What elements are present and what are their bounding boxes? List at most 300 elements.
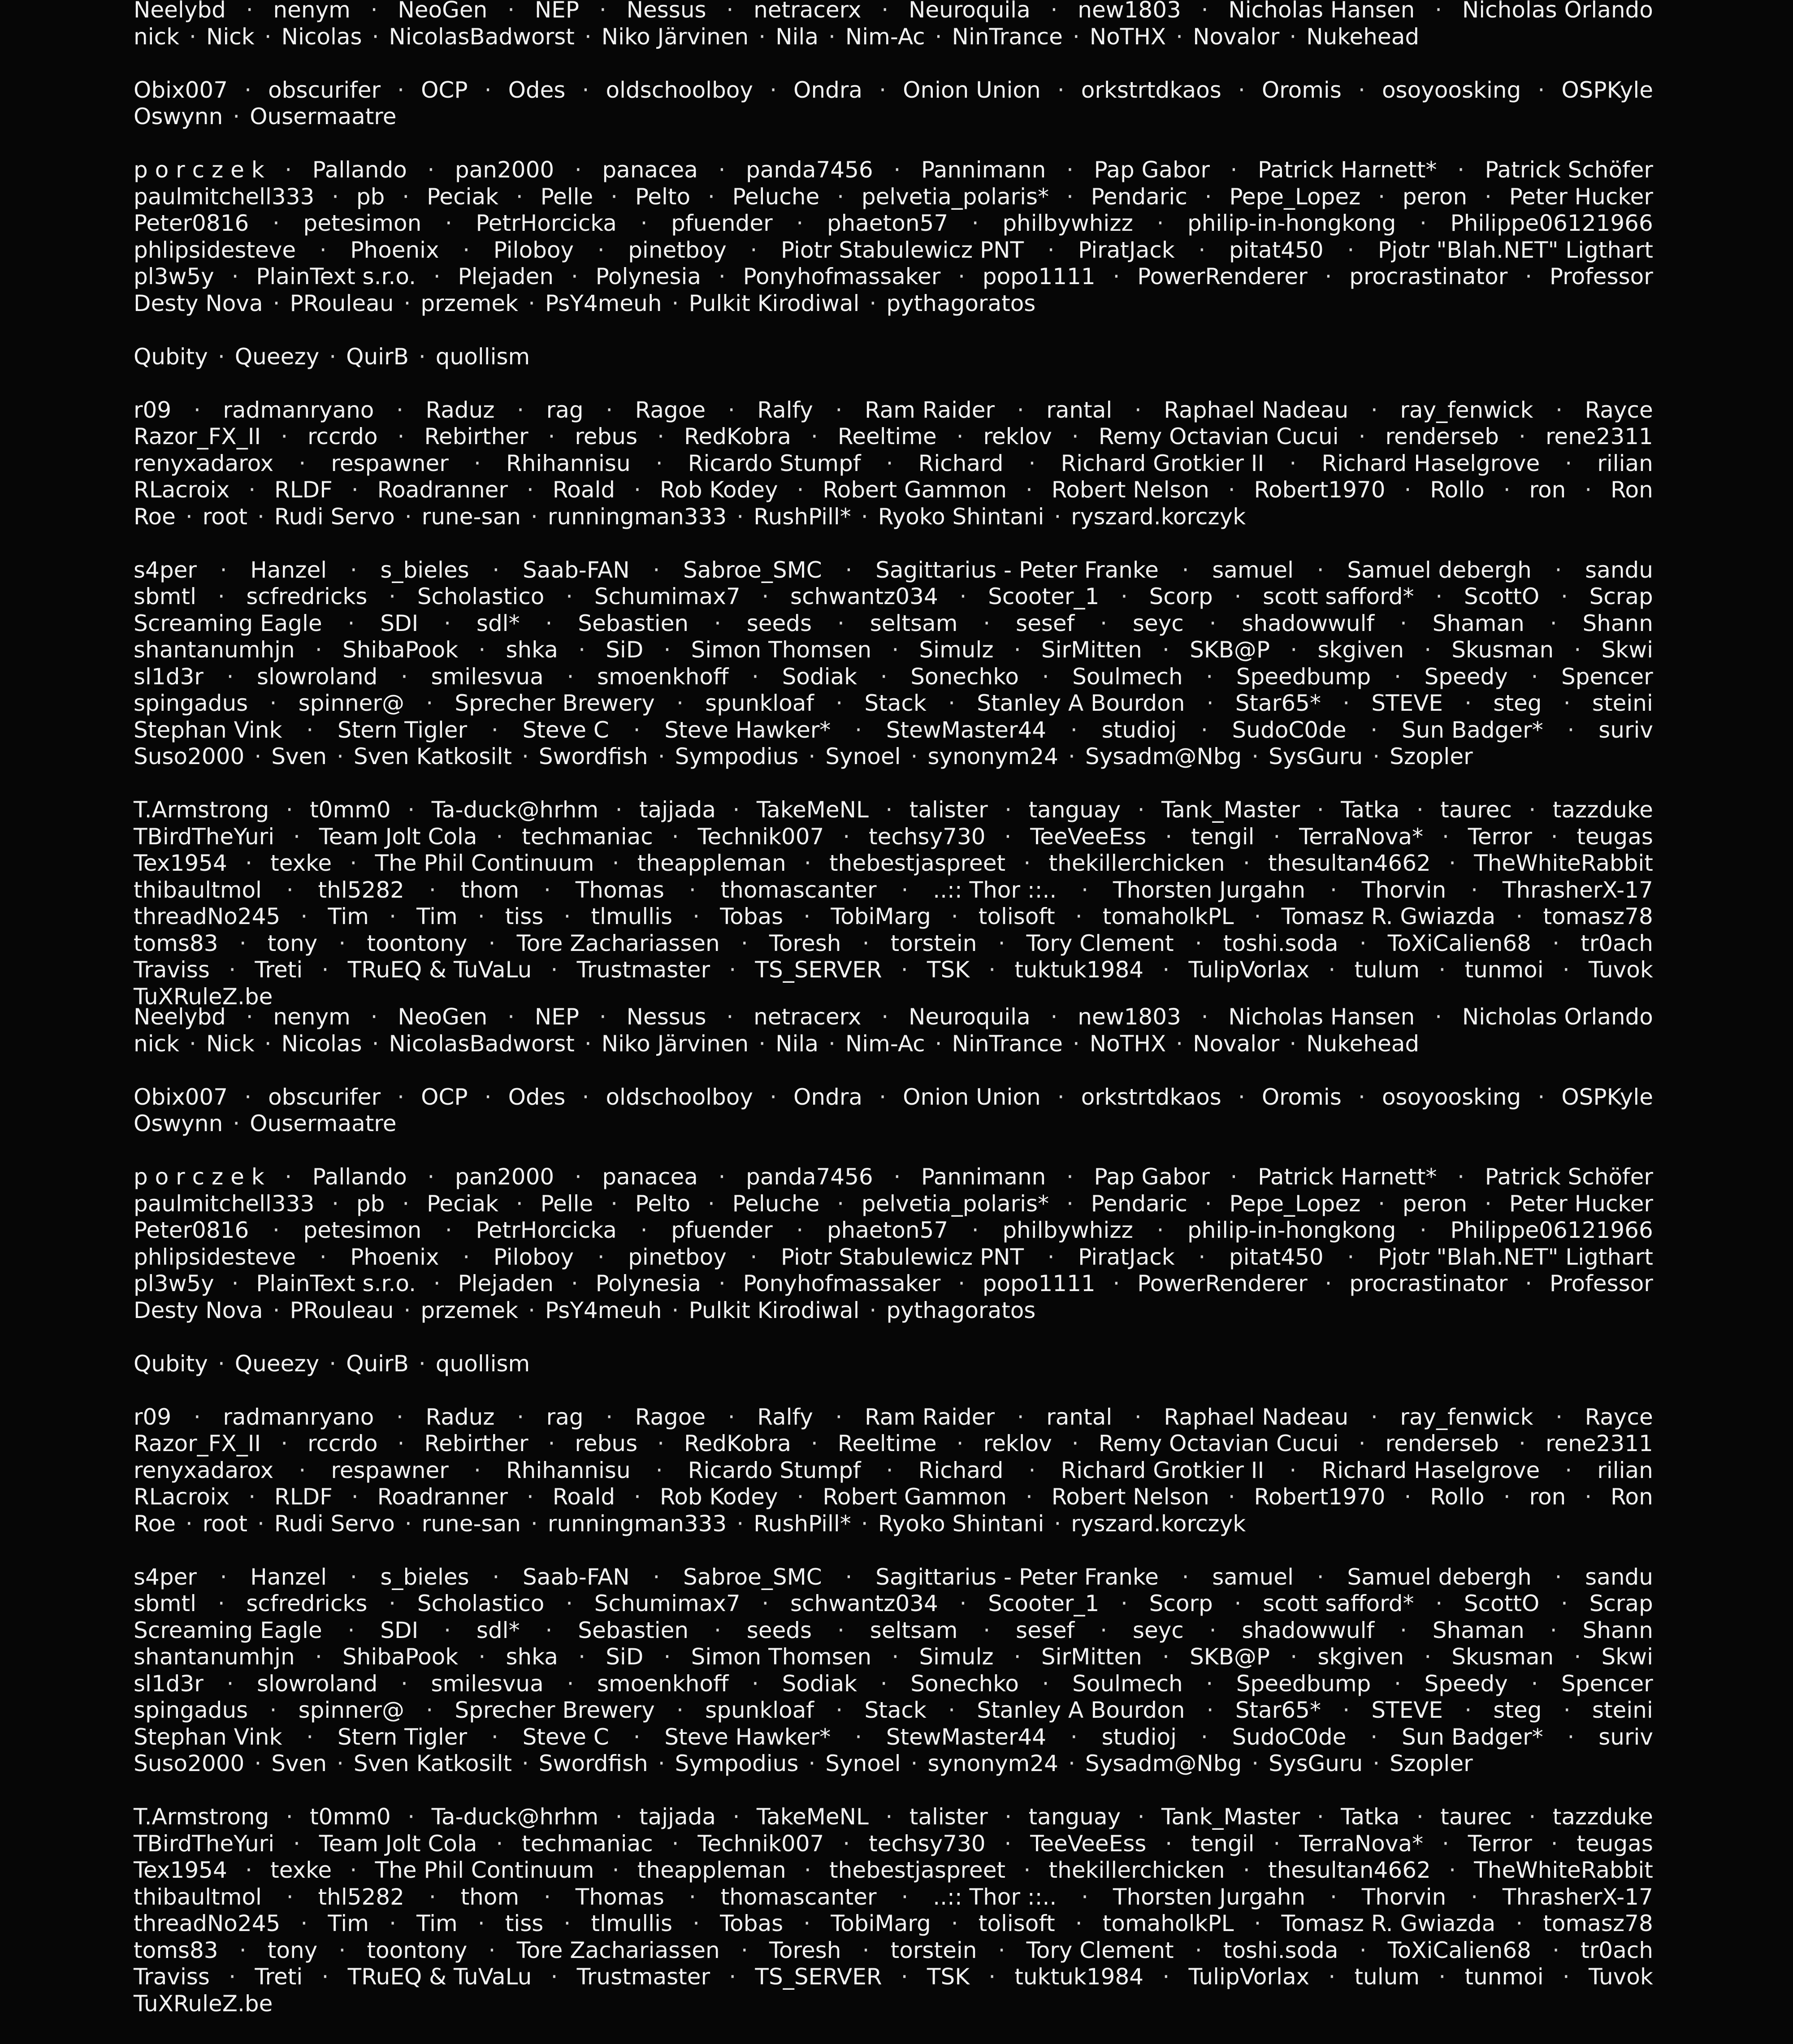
contributor-name: toms83 (134, 1937, 218, 1963)
separator-dot: · (951, 1910, 958, 1936)
contributor-name: Ram Raider (864, 1404, 995, 1430)
contributor-name: sandu (1585, 557, 1653, 583)
separator-dot: · (663, 1644, 671, 1670)
contributor-name: Ryoko Shintani (878, 1510, 1044, 1537)
contributor-name: TBirdTheYuri (134, 823, 275, 850)
contributor-name: TobiMarg (831, 903, 931, 929)
contributor-name: popo1111 (982, 264, 1096, 290)
separator-dot: · (879, 77, 887, 103)
separator-dot: · (835, 397, 843, 423)
contributor-name: pb (356, 1190, 385, 1217)
separator-dot: · (319, 237, 327, 263)
separator-dot: · (1054, 503, 1061, 530)
credits-line (134, 637, 1653, 664)
separator-dot: · (389, 1590, 396, 1616)
separator-dot: · (837, 610, 845, 636)
contributor-name: Richard Haselgrove (1321, 1457, 1540, 1483)
separator-dot: · (732, 797, 740, 823)
contributor-name: Richard Haselgrove (1321, 450, 1540, 476)
contributor-name: obscurifer (268, 77, 381, 103)
separator-dot: · (1081, 877, 1089, 903)
separator-dot: · (484, 77, 492, 103)
credits-line (134, 903, 1653, 930)
separator-dot: · (959, 1590, 967, 1616)
separator-dot: · (1567, 717, 1575, 743)
separator-dot: · (1471, 877, 1478, 903)
contributor-name: ToXiCalien68 (1387, 1937, 1531, 1963)
separator-dot: · (1068, 743, 1075, 769)
separator-dot: · (983, 1617, 991, 1643)
separator-dot: · (1555, 1564, 1562, 1590)
contributor-name: Skusman (1451, 1644, 1554, 1670)
contributor-name: przemek (420, 1297, 519, 1323)
contributor-name: Nicholas Hansen (1228, 0, 1415, 23)
contributor-name: Terror (1468, 823, 1532, 850)
separator-dot: · (273, 1297, 280, 1323)
separator-dot: · (671, 823, 679, 850)
contributor-name: Sven Katkosilt (353, 1750, 512, 1776)
contributor-name: ShibaPook (342, 637, 459, 663)
separator-dot: · (229, 957, 236, 983)
contributor-name: tuktuk1984 (1014, 957, 1144, 983)
credits-line (134, 237, 1653, 264)
contributor-name: Pelto (635, 183, 691, 210)
contributor-name: spingadus (134, 1697, 248, 1723)
contributor-name: Sympodius (675, 1750, 799, 1776)
separator-dot: · (1057, 77, 1065, 103)
credits-group (134, 1164, 1653, 1324)
contributor-name: toontony (367, 1937, 468, 1963)
separator-dot: · (1198, 237, 1206, 263)
separator-dot: · (1252, 743, 1259, 769)
separator-dot: · (693, 903, 700, 929)
separator-dot: · (612, 1857, 619, 1883)
separator-dot: · (492, 557, 500, 583)
contributor-name: ron (1529, 1484, 1566, 1510)
contributor-name: Skwi (1601, 1644, 1653, 1670)
separator-dot: · (1550, 1830, 1558, 1857)
contributor-name: teugas (1576, 823, 1653, 850)
credits-line (134, 1884, 1653, 1911)
contributor-name: synonym24 (927, 1750, 1058, 1776)
contributor-name: thibaultmol (134, 877, 262, 903)
credits-group (134, 797, 1653, 1010)
separator-dot: · (548, 423, 555, 449)
separator-dot: · (797, 1484, 804, 1510)
contributor-name: Polynesia (595, 1270, 702, 1296)
contributor-name: przemek (420, 290, 519, 316)
separator-dot: · (1017, 397, 1024, 423)
separator-dot: · (233, 104, 240, 130)
separator-dot: · (521, 743, 529, 769)
contributor-name: RedKobra (684, 1430, 791, 1456)
separator-dot: · (804, 1857, 811, 1883)
contributor-name: NinTrance (952, 1030, 1063, 1057)
contributor-name: Sabroe_SMC (683, 1564, 822, 1590)
separator-dot: · (427, 1164, 435, 1190)
contributor-name: tulum (1354, 1964, 1420, 1990)
separator-dot: · (566, 583, 573, 609)
separator-dot: · (492, 1564, 500, 1590)
contributor-name: TakeMeNL (756, 797, 869, 823)
separator-dot: · (321, 1964, 329, 1990)
contributor-name: toms83 (134, 930, 218, 956)
separator-dot: · (910, 743, 918, 769)
contributor-name: Pulkit Kirodiwal (689, 290, 860, 316)
contributor-name: Qubity (134, 1350, 208, 1377)
contributor-name: TulipVorlax (1188, 957, 1310, 983)
contributor-name: schwantz034 (790, 1590, 938, 1616)
contributor-name: procrastinator (1349, 264, 1508, 290)
contributor-name: spinner@ (298, 1697, 404, 1723)
contributor-name: Obix007 (134, 77, 228, 103)
contributor-name: Stern Tigler (337, 1724, 468, 1750)
separator-dot: · (389, 583, 396, 609)
separator-dot: · (1399, 610, 1407, 636)
contributor-name: netracerx (754, 0, 862, 23)
separator-dot: · (272, 210, 280, 236)
contributor-name: RushPill* (754, 503, 851, 530)
separator-dot: · (808, 743, 816, 769)
contributor-name: pb (356, 183, 385, 210)
contributor-name: Nim-Ac (845, 1030, 925, 1057)
contributor-name: TS_SERVER (755, 957, 882, 983)
separator-dot: · (1404, 1484, 1412, 1510)
contributor-name: spunkloaf (705, 690, 814, 716)
separator-dot: · (517, 1404, 524, 1430)
contributor-name: NicolasBadworst (389, 23, 575, 50)
separator-dot: · (1438, 1964, 1446, 1990)
separator-dot: · (404, 503, 412, 530)
credits-line (134, 1804, 1653, 1831)
contributor-name: thomascanter (720, 877, 877, 903)
separator-dot: · (370, 1004, 378, 1030)
separator-dot: · (397, 1430, 405, 1456)
separator-dot: · (429, 877, 436, 903)
separator-dot: · (189, 23, 196, 50)
separator-dot: · (433, 1270, 441, 1296)
separator-dot: · (655, 1457, 663, 1483)
separator-dot: · (1550, 823, 1558, 850)
separator-dot: · (396, 397, 403, 423)
contributor-name: Pjotr "Blah.NET" Ligthart (1377, 1244, 1653, 1270)
separator-dot: · (633, 717, 641, 743)
separator-dot: · (956, 423, 964, 449)
separator-dot: · (1471, 1884, 1478, 1910)
separator-dot: · (1070, 1724, 1078, 1750)
credits-line (134, 1644, 1653, 1671)
contributor-name: phlipsidesteve (134, 1244, 296, 1270)
separator-dot: · (741, 1937, 748, 1963)
separator-dot: · (571, 1270, 578, 1296)
contributor-name: PetrHorcicka (476, 1217, 617, 1243)
contributor-name: Raduz (425, 1404, 495, 1430)
contributor-name: tolisoft (978, 903, 1055, 929)
separator-dot: · (655, 450, 663, 476)
contributor-name: Razor_FX_II (134, 423, 261, 449)
contributor-name: TBirdTheYuri (134, 1830, 275, 1857)
contributor-name: Roald (552, 477, 615, 503)
contributor-name: Ron (1611, 1484, 1653, 1510)
separator-dot: · (1325, 1270, 1332, 1296)
separator-dot: · (1162, 957, 1170, 983)
separator-dot: · (477, 1910, 485, 1936)
separator-dot: · (951, 903, 958, 929)
contributor-name: Sun Badger* (1401, 717, 1543, 743)
contributor-name: Technik007 (697, 823, 824, 850)
contributor-name: tlmullis (591, 903, 673, 929)
contributor-name: pinetboy (628, 237, 727, 263)
contributor-name: Robert Nelson (1051, 477, 1209, 503)
separator-dot: · (491, 1724, 498, 1750)
separator-dot: · (220, 1564, 227, 1590)
contributor-name: Oswynn (134, 104, 223, 130)
contributor-name: taurec (1440, 797, 1512, 823)
credits-group (134, 1084, 1653, 1137)
separator-dot: · (837, 183, 845, 210)
separator-dot: · (1529, 1804, 1536, 1830)
contributor-name: Rhihannisu (506, 450, 631, 476)
separator-dot: · (426, 1697, 433, 1723)
contributor-name: Treti (255, 1964, 303, 1990)
credits-line (134, 690, 1653, 717)
contributor-name: Nessus (626, 0, 706, 23)
contributor-name: Saab-FAN (523, 1564, 630, 1590)
contributor-name: Pelle (540, 1190, 593, 1217)
contributor-name: Robert Gammon (823, 1484, 1007, 1510)
contributor-name: Speedy (1424, 1670, 1508, 1697)
separator-dot: · (1562, 1964, 1570, 1990)
credits-line (134, 610, 1653, 637)
contributor-name: philbywhizz (1002, 1217, 1133, 1243)
separator-dot: · (892, 1644, 899, 1670)
contributor-name: runningman333 (547, 1510, 727, 1537)
contributor-name: Nila (775, 23, 819, 50)
credits-line (134, 1297, 1653, 1324)
separator-dot: · (718, 157, 726, 183)
separator-dot: · (488, 1937, 496, 1963)
contributor-name: TS_SERVER (755, 1964, 882, 1990)
contributor-name: Robert1970 (1254, 1484, 1386, 1510)
separator-dot: · (445, 1217, 452, 1243)
separator-dot: · (337, 1750, 344, 1776)
contributor-name: rebus (575, 423, 638, 449)
contributor-name: oldschoolboy (606, 1084, 753, 1110)
credits-line (134, 1244, 1653, 1271)
separator-dot: · (1047, 1244, 1055, 1270)
contributor-name: Team Jolt Cola (319, 823, 477, 850)
contributor-name: sesef (1016, 1617, 1075, 1643)
separator-dot: · (1204, 183, 1212, 210)
contributor-name: Sprecher Brewery (455, 1697, 655, 1723)
separator-dot: · (729, 957, 736, 983)
separator-dot: · (1068, 1750, 1075, 1776)
separator-dot: · (401, 663, 408, 690)
contributor-name: taurec (1440, 1804, 1512, 1830)
separator-dot: · (1156, 210, 1164, 236)
contributor-name: pan2000 (455, 157, 554, 183)
separator-dot: · (350, 1564, 357, 1590)
credits-line (134, 1164, 1653, 1191)
separator-dot: · (582, 1084, 589, 1110)
credits-line (134, 1191, 1653, 1218)
contributor-name: SysGuru (1269, 1750, 1363, 1776)
contributor-name: OCP (421, 1084, 468, 1110)
contributor-name: Piloboy (493, 1244, 574, 1270)
contributor-name: Sabroe_SMC (683, 557, 822, 583)
separator-dot: · (1457, 1164, 1465, 1190)
credits-line (134, 1564, 1653, 1591)
contributor-name: rccrdo (307, 423, 378, 449)
contributor-name: tulum (1354, 957, 1420, 983)
contributor-name: Onion Union (903, 77, 1041, 103)
separator-dot: · (563, 1910, 571, 1936)
separator-dot: · (1230, 157, 1238, 183)
contributor-name: TSK (927, 1964, 970, 1990)
credits-line (134, 1617, 1653, 1644)
contributor-name: Ondra (793, 77, 863, 103)
separator-dot: · (332, 183, 339, 210)
contributor-name: quollism (435, 1350, 530, 1377)
contributor-name: TakeMeNL (756, 1804, 869, 1830)
separator-dot: · (239, 930, 247, 956)
separator-dot: · (1449, 1857, 1456, 1883)
contributor-name: Pannimann (921, 157, 1046, 183)
contributor-name: scott safford* (1263, 1590, 1414, 1616)
contributor-name: renderseb (1385, 423, 1499, 449)
separator-dot: · (828, 23, 836, 50)
contributor-name: Simon Thomsen (691, 1644, 872, 1670)
credits-line (134, 450, 1653, 477)
contributor-name: TerraNova* (1299, 823, 1424, 850)
contributor-name: Sven (271, 1750, 327, 1776)
separator-dot: · (1560, 583, 1568, 609)
credits-group (134, 157, 1653, 317)
credits-line (134, 1004, 1653, 1031)
separator-dot: · (293, 1830, 300, 1857)
contributor-name: Shann (1582, 1617, 1653, 1643)
separator-dot: · (545, 1617, 553, 1643)
credits-line (134, 0, 1653, 24)
contributor-name: rebus (575, 1430, 638, 1456)
contributor-name: peron (1402, 183, 1468, 210)
separator-dot: · (1317, 557, 1324, 583)
contributor-name: T.Armstrong (134, 1804, 269, 1830)
contributor-name: rantal (1046, 1404, 1113, 1430)
separator-dot: · (1176, 23, 1183, 50)
separator-dot: · (893, 157, 901, 183)
separator-dot: · (515, 183, 523, 210)
contributor-name: Ragoe (635, 1404, 706, 1430)
contributor-name: Pjotr "Blah.NET" Ligthart (1377, 237, 1653, 263)
contributor-name: Sven (271, 743, 327, 769)
contributor-name: tony (267, 930, 318, 956)
credits-line (134, 1964, 1653, 1991)
separator-dot: · (998, 930, 1005, 956)
separator-dot: · (653, 1564, 660, 1590)
separator-dot: · (563, 903, 571, 929)
separator-dot: · (886, 450, 893, 476)
contributor-name: ryszard.korczyk (1071, 1510, 1246, 1537)
contributor-name: radmanryano (223, 397, 374, 423)
separator-dot: · (998, 1937, 1005, 1963)
separator-dot: · (843, 823, 850, 850)
contributor-name: Niko Järvinen (601, 23, 749, 50)
separator-dot: · (407, 797, 415, 823)
contributor-name: renderseb (1385, 1430, 1499, 1456)
separator-dot: · (1574, 637, 1581, 663)
contributor-name: Tobas (720, 903, 784, 929)
separator-dot: · (1290, 1644, 1298, 1670)
contributor-name: Samuel debergh (1347, 1564, 1532, 1590)
separator-dot: · (1017, 1404, 1024, 1430)
separator-dot: · (315, 637, 322, 663)
contributor-name: theappleman (637, 850, 786, 876)
contributor-name: Sprecher Brewery (455, 690, 655, 716)
contributor-name: paulmitchell333 (134, 183, 315, 210)
separator-dot: · (1252, 1750, 1259, 1776)
contributor-name: scott safford* (1263, 583, 1414, 609)
contributor-name: Remy Octavian Cucui (1098, 1430, 1339, 1456)
separator-dot: · (286, 1804, 293, 1830)
separator-dot: · (750, 237, 758, 263)
credits-line (134, 104, 1653, 130)
contributor-name: Pendaric (1091, 183, 1187, 210)
separator-dot: · (597, 1244, 605, 1270)
separator-dot: · (545, 610, 553, 636)
contributor-name: Screaming Eagle (134, 1617, 322, 1643)
contributor-name: Pap Gabor (1094, 157, 1210, 183)
contributor-name: Tim (328, 1910, 369, 1936)
contributor-name: StewMaster44 (886, 717, 1047, 743)
contributor-name: osoyoosking (1382, 77, 1521, 103)
contributor-name: Shaman (1432, 610, 1524, 636)
credits-list (134, 0, 1653, 1037)
separator-dot: · (935, 1030, 942, 1057)
contributor-name: Richard (918, 1457, 1004, 1483)
separator-dot: · (1209, 610, 1217, 636)
credits-line (134, 850, 1653, 877)
contributor-name: schwantz034 (790, 583, 938, 609)
contributor-name: Trustmaster (576, 957, 710, 983)
contributor-name: NoTHX (1089, 23, 1166, 50)
contributor-name: rilian (1597, 1457, 1653, 1483)
separator-dot: · (1562, 957, 1570, 983)
contributor-name: shka (506, 1644, 558, 1670)
credits-group (134, 0, 1653, 50)
separator-dot: · (728, 1404, 735, 1430)
contributor-name: seyc (1132, 610, 1184, 636)
credits-line (134, 1457, 1653, 1484)
separator-dot: · (741, 930, 748, 956)
contributor-name: tomaholkPL (1102, 903, 1234, 929)
separator-dot: · (1050, 0, 1058, 23)
contributor-name: nick (134, 1030, 180, 1057)
contributor-name: PRouleau (290, 290, 394, 316)
separator-dot: · (869, 290, 877, 316)
separator-dot: · (1555, 397, 1563, 423)
contributor-name: Stanley A Bourdon (977, 690, 1185, 716)
contributor-name: NEP (534, 0, 580, 23)
separator-dot: · (1516, 903, 1523, 929)
contributor-name: petesimon (303, 210, 422, 236)
separator-dot: · (402, 1190, 410, 1217)
contributor-name: Tex1954 (134, 850, 227, 876)
credits-line (134, 1590, 1653, 1617)
separator-dot: · (1273, 1830, 1281, 1857)
separator-dot: · (544, 1884, 551, 1910)
separator-dot: · (220, 557, 227, 583)
